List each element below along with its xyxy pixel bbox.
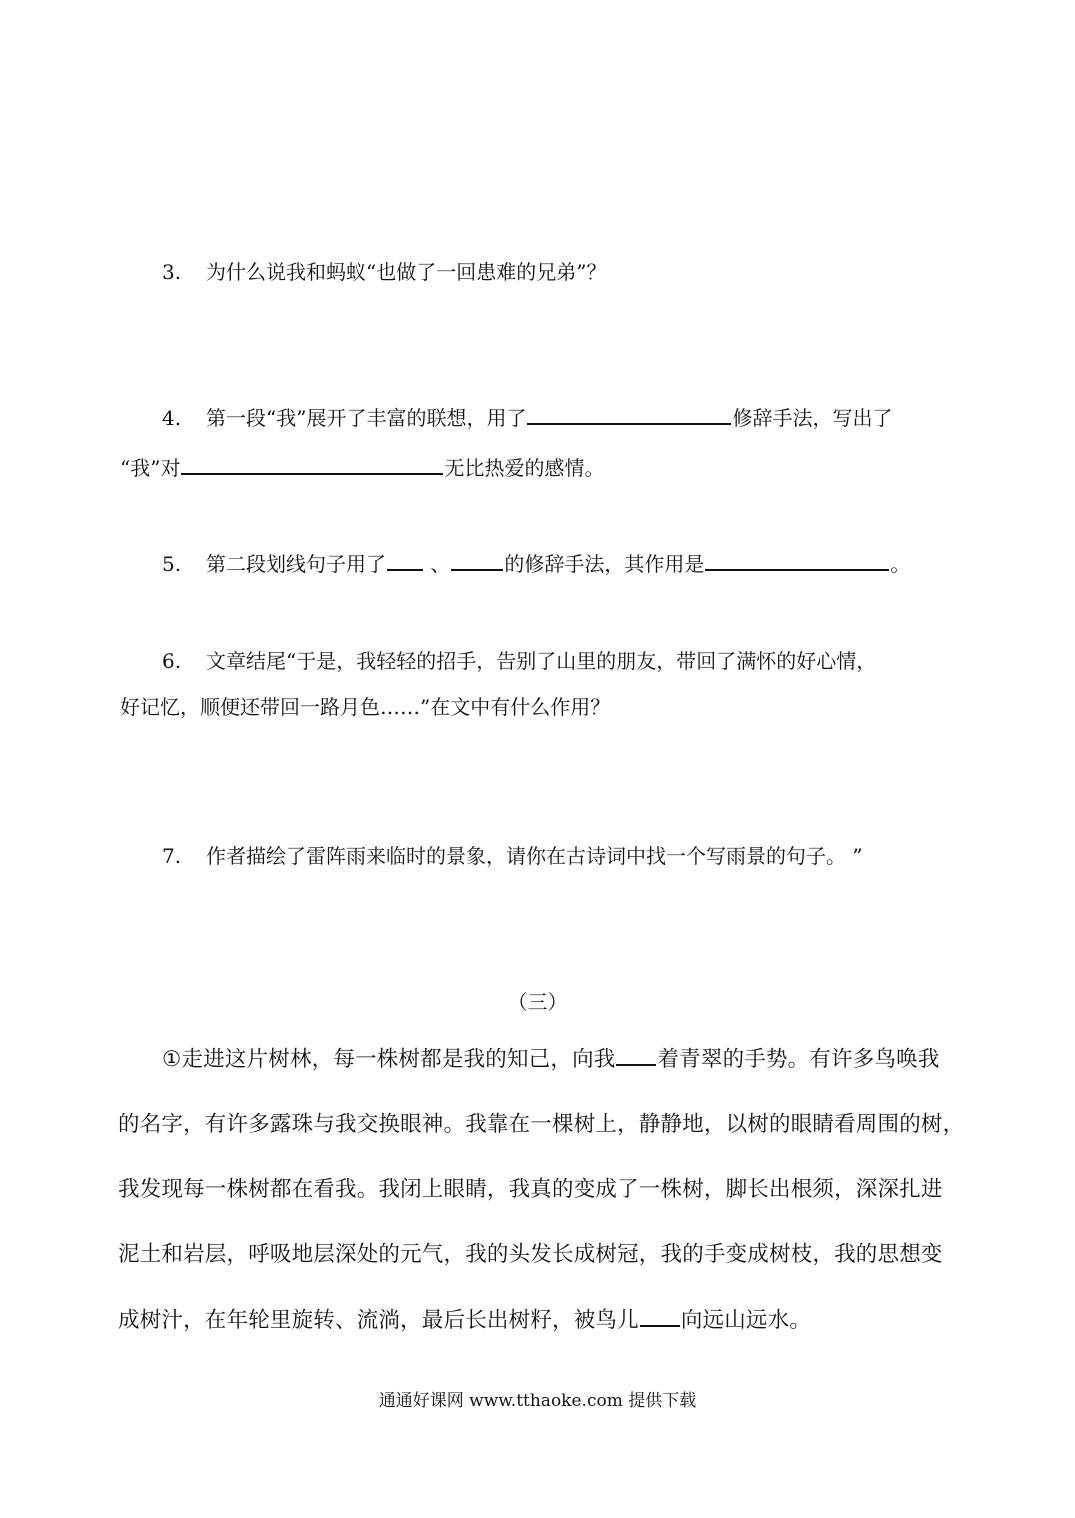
question-text: 无比热爱的感情。: [444, 456, 605, 480]
question-6: [162, 647, 876, 675]
question-text: 好记忆，顺便还带回一路月色……”在文中有什么作用？: [120, 695, 611, 719]
question-number: 7.: [162, 844, 182, 868]
section-title: （三）: [507, 990, 568, 1014]
question-text: “我”对: [120, 456, 181, 480]
question-number: 4.: [162, 406, 182, 430]
passage-line-1: [162, 1044, 940, 1075]
question-number: 3.: [162, 260, 182, 284]
question-text: 为什么说我和蚂蚁“也做了一回患难的兄弟”？: [206, 260, 607, 284]
passage-text: 成树汁，在年轮里旋转、流淌，最后长出树籽，被鸟儿: [118, 1308, 639, 1333]
question-5: [162, 549, 910, 578]
question-3: [162, 258, 606, 286]
question-text: 。: [890, 552, 911, 576]
question-text: 作者描绘了雷阵雨来临时的景象，请你在古诗词中找一个写雨景的句子。 ”: [206, 844, 863, 868]
question-4: [162, 403, 892, 432]
question-4-continued: [120, 453, 604, 482]
passage-text: 向远山远水。: [680, 1308, 812, 1333]
question-text: 第二段划线句子用了: [206, 552, 386, 576]
passage-line-5: [118, 1305, 811, 1336]
answer-blank[interactable]: [705, 549, 889, 571]
passage-text: 着青翠的手势。有许多鸟唤我: [657, 1047, 940, 1072]
question-text: 文章结尾“于是，我轻轻的招手，告别了山里的朋友，带回了满怀的好心情，: [206, 649, 877, 673]
passage-line-2: 的名字，有许多露珠与我交换眼神。我靠在一棵树上，静静地，以树的眼睛看周围的树，: [118, 1112, 965, 1137]
passage-line-3: 我发现每一株树都在看我。我闭上眼睛，我真的变成了一株树，脚长出根须，深深扎进: [118, 1177, 943, 1202]
question-6-continued: [120, 693, 610, 721]
answer-blank[interactable]: [181, 453, 443, 475]
question-7: [162, 842, 863, 870]
question-text: 第一段“我”展开了丰富的联想，用了: [206, 406, 527, 430]
passage-text: ①走进这片树林，每一株树都是我的知己，向我: [162, 1047, 616, 1072]
footer-credit: 通通好课网 www.tthaoke.com 提供下载: [378, 1391, 697, 1411]
answer-blank[interactable]: [387, 549, 423, 571]
question-text: 的修辞手法，其作用是: [504, 552, 705, 576]
question-number: 5.: [162, 552, 182, 576]
answer-blank[interactable]: [527, 403, 731, 425]
passage-blank[interactable]: [640, 1305, 680, 1327]
passage-blank[interactable]: [616, 1044, 656, 1066]
question-text: 修辞手法，写出了: [732, 406, 893, 430]
question-text: 、: [430, 552, 451, 576]
question-number: 6.: [162, 649, 182, 673]
answer-blank[interactable]: [451, 549, 503, 571]
passage-line-4: 泥土和岩层，呼吸地层深处的元气，我的头发长成树冠，我的手变成树枝，我的思想变: [118, 1242, 943, 1267]
